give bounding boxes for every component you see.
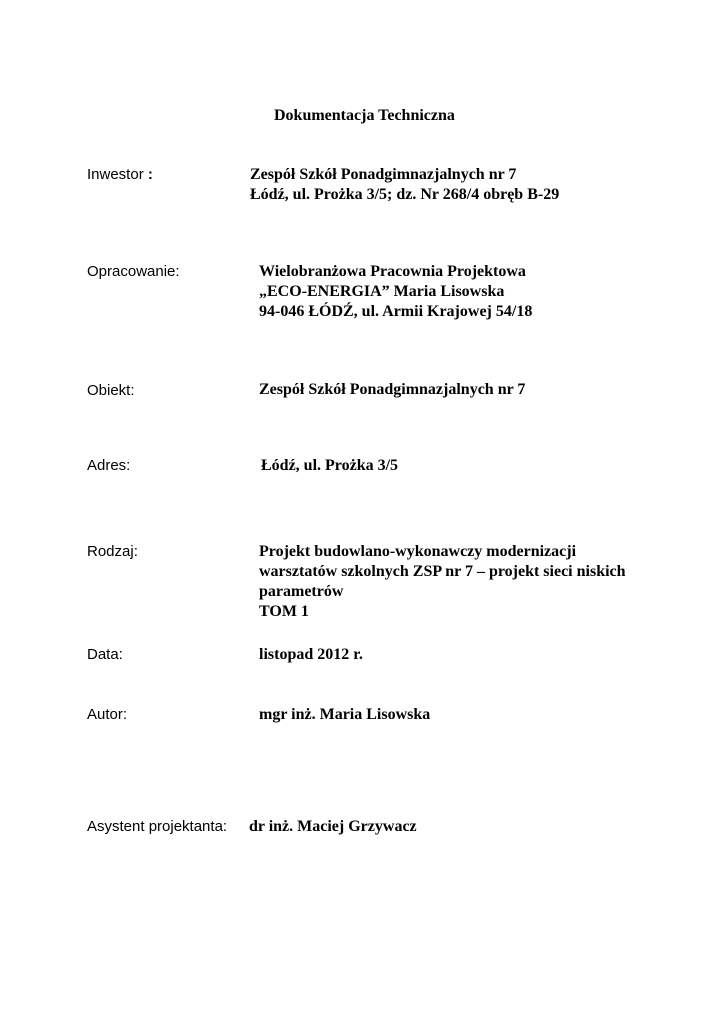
value-inwestor-line-1: Zespół Szkół Ponadgimnazjalnych nr 7 [250,166,517,183]
value-obiekt-line-1: Zespół Szkół Ponadgimnazjalnych nr 7 [259,381,526,398]
label-inwestor-colon: : [147,166,153,183]
label-adres: Adres: [87,457,131,474]
value-adres-line-1: Łódź, ul. Prożka 3/5 [261,457,399,474]
value-adres [261,456,398,476]
value-obiekt [259,380,525,400]
value-data-line-1: listopad 2012 r. [259,646,363,663]
value-inwestor [250,165,559,205]
label-opracowanie: Opracowanie: [87,263,180,280]
label-autor: Autor: [87,706,128,723]
label-obiekt: Obiekt: [87,382,135,399]
value-opracowanie-line-1: Wielobranżowa Pracownia Projektowa [259,263,526,280]
value-rodzaj-line-4: TOM 1 [259,603,309,620]
label-asystent: Asystent projektanta: [87,818,228,835]
label-data: Data: [87,646,123,663]
value-autor-line-1: mgr inż. Maria Lisowska [259,706,431,723]
value-data [259,645,363,665]
label-inwestor [87,166,153,183]
value-rodzaj-line-1: Projekt budowlano-wykonawczy modernizacji [259,543,577,560]
value-asystent-line-1: dr inż. Maciej Grzywacz [249,818,417,835]
document-title: Dokumentacja Techniczna [274,107,455,124]
value-opracowanie [259,262,532,322]
label-inwestor-text: Inwestor [87,166,148,183]
label-rodzaj: Rodzaj: [87,543,138,560]
value-rodzaj-line-3: parametrów [259,583,344,600]
value-opracowanie-line-2: „ECO-ENERGIA” Maria Lisowska [259,283,505,300]
value-rodzaj [259,542,626,622]
value-autor [259,705,430,725]
value-opracowanie-line-3: 94-046 ŁÓDŹ, ul. Armii Krajowej 54/18 [259,303,533,320]
value-inwestor-line-2: Łódź, ul. Prożka 3/5; dz. Nr 268/4 obręb B-29 [250,186,560,203]
value-rodzaj-line-2: warsztatów szkolnych ZSP nr 7 – projekt sieci niskich [259,563,626,580]
value-asystent [249,817,417,837]
